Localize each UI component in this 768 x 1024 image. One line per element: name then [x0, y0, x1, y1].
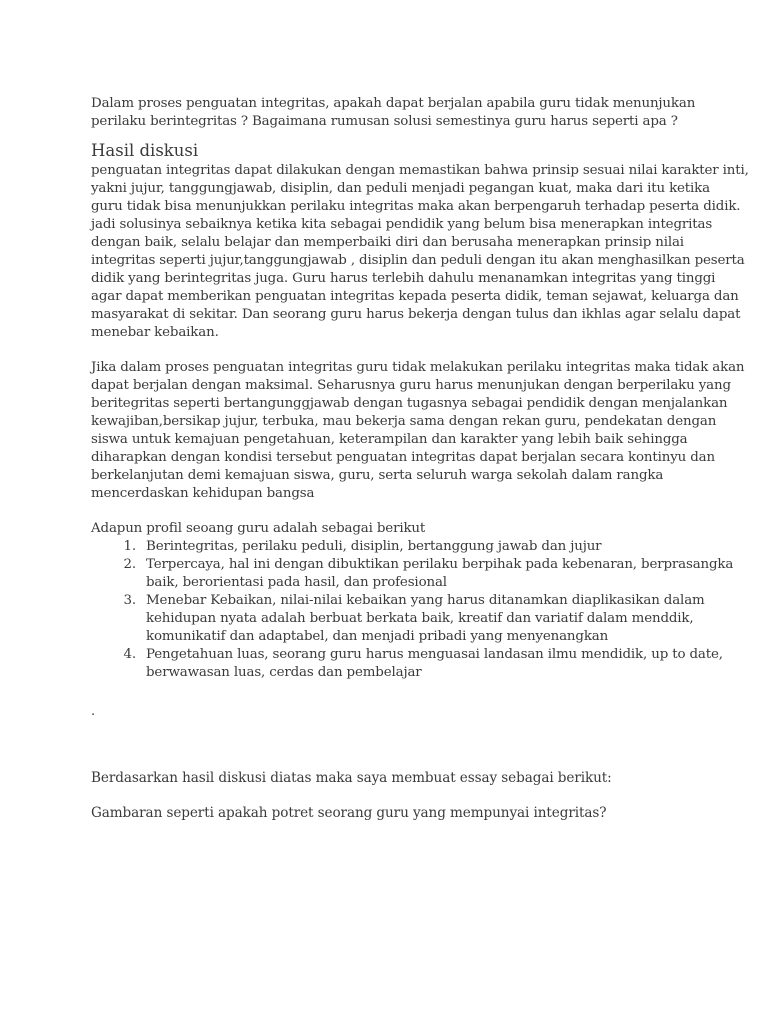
list-number: 1. [123, 539, 136, 554]
profile-intro: Adapun profil seoang guru adalah sebagai berikut [91, 521, 426, 536]
list-item [91, 556, 734, 592]
paragraph-line: dengan baik, selalu belajar dan memperbaiki diri dan berusaha menerapkan prinsip nilai [91, 235, 684, 250]
paragraph-line: mencerdaskan kehidupan bangsa [91, 486, 315, 501]
paragraph-line: integritas seperti jujur,tanggungjawab , disiplin dan peduli dengan itu akan menghasilkan peserta [91, 253, 745, 268]
profile-list [91, 538, 734, 682]
paragraph-2 [91, 359, 745, 503]
paragraph-line: menebar kebaikan. [91, 325, 219, 340]
paragraph-line: diharapkan dengan kondisi tersebut penguatan integritas dapat berjalan secara kontinyu dan [91, 450, 715, 465]
list-item-line: Pengetahuan luas, seorang guru harus menguasai landasan ilmu mendidik, up to date, [146, 647, 723, 662]
paragraph-line: guru tidak bisa menunjukkan perilaku integritas maka akan berpengaruh terhadap peserta didik. [91, 199, 741, 214]
list-item-line: berwawasan luas, cerdas dan pembelajar [146, 665, 422, 680]
list-item [91, 592, 705, 646]
list-item-line: kehidupan nyata adalah berbuat berkata baik, kreatif dan variatif dalam menddik, [146, 611, 694, 626]
list-item [91, 646, 723, 682]
paragraph-line: dapat berjalan dengan maksimal. Seharusnya guru harus menunjukan dengan berperilaku yang [91, 378, 731, 393]
paragraph-line: agar dapat memberikan penguatan integritas kepada peserta didik, teman sejawat, keluarga dan [91, 289, 739, 304]
list-item-line: baik, berorientasi pada hasil, dan profesional [146, 575, 447, 590]
paragraph-line: berkelanjutan demi kemajuan siswa, guru, serta seluruh warga sekolah dalam rangka [91, 468, 664, 483]
list-number: 2. [123, 557, 136, 572]
list-item [91, 538, 691, 556]
paragraph-line: jadi solusinya sebaiknya ketika kita sebagai pendidik yang belum bisa menerapkan integritas [91, 217, 713, 232]
paragraph-line: yakni jujur, tanggungjawab, disiplin, dan peduli menjadi pegangan kuat, maka dari itu ketika [91, 181, 710, 196]
paragraph-line: penguatan integritas dapat dilakukan dengan memastikan bahwa prinsip sesuai nilai karakter inti, [91, 163, 749, 178]
discussion-question [91, 95, 696, 131]
paragraph-line: beritegritas seperti bertangunggjawab dengan tugasnya sebagai pendidik dengan menjalankan [91, 396, 728, 411]
list-item-line: Terpercaya, hal ini dengan dibuktikan perilaku berpihak pada kebenaran, berprasangka [146, 557, 734, 572]
paragraph-line: kewajiban,bersikap jujur, terbuka, mau bekerja sama dengan rekan guru, pendekatan dengan [91, 414, 717, 429]
document-body [91, 95, 749, 682]
paragraph-1 [91, 162, 749, 342]
list-item-line: komunikatif dan adaptabel, dan menjadi pribadi yang menyenangkan [146, 629, 609, 644]
essay-question: Gambaran seperti apakah potret seorang guru yang mempunyai integritas? [91, 805, 607, 821]
question-line: Dalam proses penguatan integritas, apakah dapat berjalan apabila guru tidak menunjukan [91, 96, 696, 111]
paragraph-line: didik yang berintegritas juga. Guru harus terlebih dahulu menanamkan integritas yang tinggi [91, 271, 716, 286]
question-line: perilaku berintegritas ? Bagaimana rumusan solusi semestinya guru harus seperti apa ? [91, 114, 678, 129]
list-number: 3. [123, 593, 136, 608]
profile-section [91, 520, 734, 682]
paragraph-line: Jika dalam proses penguatan integritas guru tidak melakukan perilaku integritas maka tidak akan [91, 360, 745, 375]
section-heading: Hasil diskusi [91, 141, 199, 160]
paragraph-line: masyarakat di sekitar. Dan seorang guru harus bekerja dengan tulus dan ikhlas agar selalu dapat [91, 307, 741, 322]
stray-dot: . [91, 704, 96, 719]
paragraph-line: siswa untuk kemajuan pengetahuan, keterampilan dan karakter yang lebih baik sehingga [91, 432, 688, 447]
essay-intro: Berdasarkan hasil diskusi diatas maka saya membuat essay sebagai berikut: [91, 770, 612, 786]
list-item-line: Menebar Kebaikan, nilai-nilai kebaikan yang harus ditanamkan diaplikasikan dalam [146, 593, 705, 608]
list-item-line: Berintegritas, perilaku peduli, disiplin, bertanggung jawab dan jujur [146, 539, 602, 554]
list-number: 4. [123, 647, 136, 662]
